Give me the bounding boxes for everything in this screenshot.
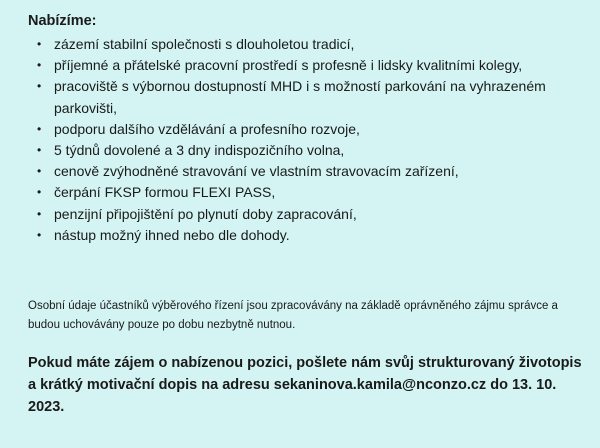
bullet-icon: • (37, 79, 42, 94)
offer-item-text: příjemné a přátelské pracovní prostředí s profesně i lidsky kvalitními kolegy, (54, 57, 523, 74)
offer-item-text: nástup možný ihned nebo dle dohody. (54, 226, 290, 243)
application-instructions (28, 352, 588, 418)
offer-item-text: zázemí stabilní společnosti s dlouholetou tradicí, (54, 36, 355, 52)
offer-item-text: penzijní připojištění po plynutí doby zapracování, (54, 205, 357, 222)
bullet-icon: • (37, 185, 42, 200)
offer-list (28, 34, 578, 246)
bullet-icon: • (37, 164, 42, 179)
offer-item (28, 204, 578, 225)
offer-item (28, 225, 578, 246)
bullet-icon: • (37, 143, 42, 158)
offer-heading: Nabízíme: (28, 13, 97, 29)
application-deadline: do 13. 10. 2023. (28, 377, 557, 415)
offer-item (28, 119, 578, 140)
offer-item (28, 140, 578, 161)
application-text: Pokud máte zájem o nabízenou pozici, pošlete nám svůj strukturovaný životopis a krátký motivační dopis na adresu (28, 355, 582, 393)
offer-item-text: pracoviště s výbornou dostupností MHD i s možností parkování na vyhrazeném parkovišti, (54, 78, 546, 116)
contact-email: sekaninova.kamila@nconzo.cz (273, 377, 487, 393)
privacy-notice: Osobní údaje účastníků výběrového řízení jsou zpracovávány na základě oprávněného zájmu správce a budou uchovávány pouze po dobu nezbytně nutnou. (28, 300, 558, 331)
offer-item (28, 76, 578, 118)
offer-item-text: 5 týdnů dovolené a 3 dny indispozičního volna, (54, 142, 345, 159)
offer-item-text: podporu dalšího vzdělávání a profesního rozvoje, (54, 120, 360, 137)
offer-item (28, 55, 578, 76)
bullet-icon: • (37, 227, 42, 242)
bullet-icon: • (37, 37, 42, 51)
bullet-icon: • (37, 58, 42, 73)
offer-item-text: čerpání FKSP formou FLEXI PASS, (54, 184, 276, 201)
bullet-icon: • (37, 206, 42, 221)
offer-item (28, 34, 578, 55)
offer-item (28, 182, 578, 203)
offer-item-text: cenově zvýhodněné stravování ve vlastním stravovacím zařízení, (54, 163, 459, 180)
offer-item (28, 161, 578, 182)
bullet-icon: • (37, 121, 42, 136)
